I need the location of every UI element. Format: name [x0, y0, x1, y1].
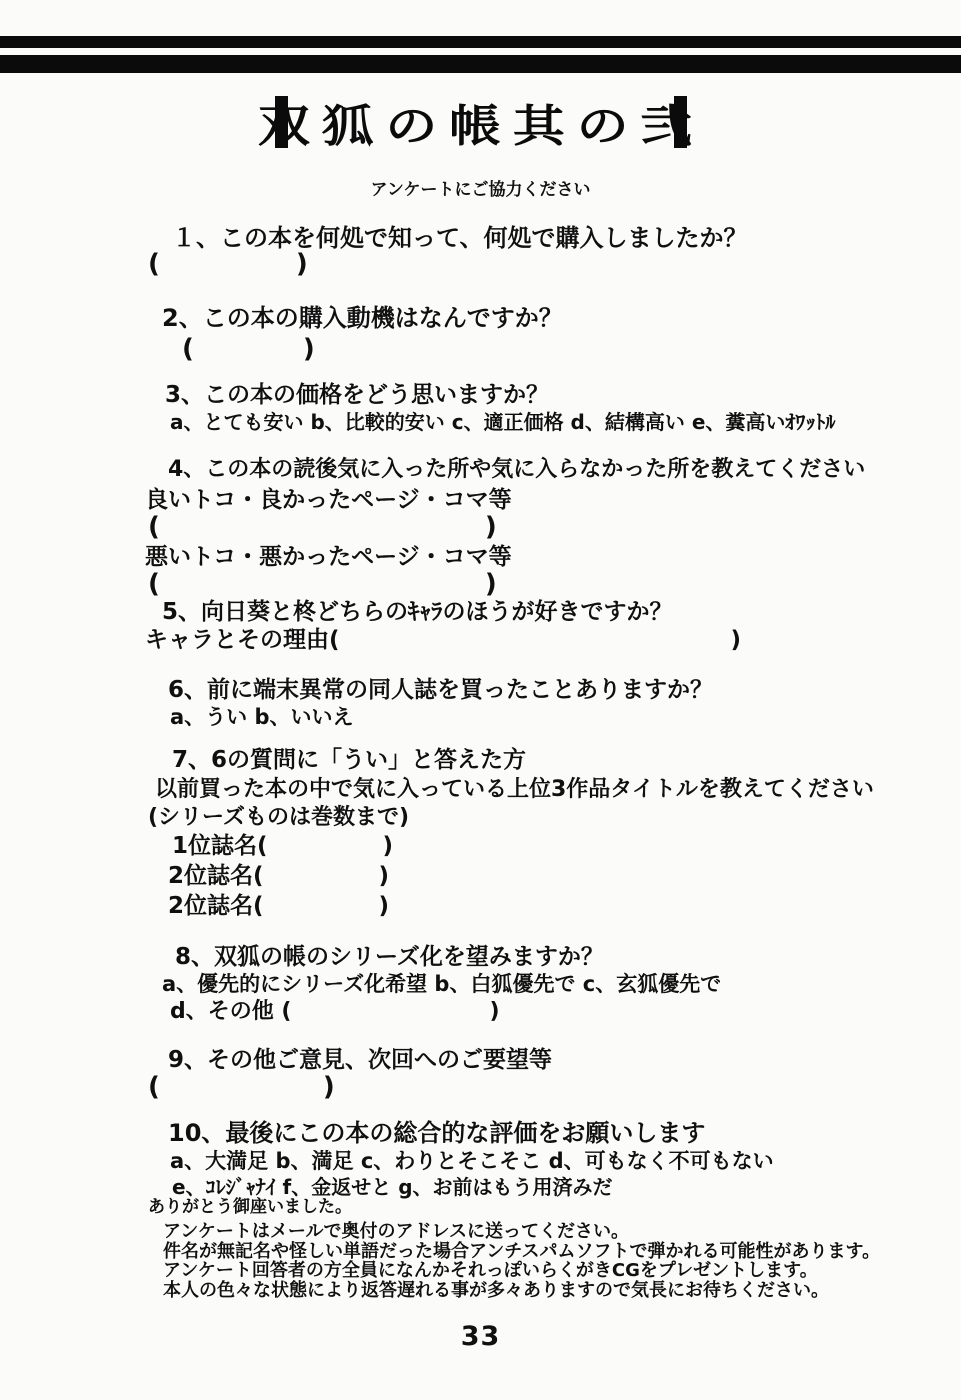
footer-note-2: 件名が無記名や怪しい単語だった場合アンチスパムソフトで弾かれる可能性があります。	[163, 1241, 881, 1262]
question-7-rank2-blank: 2位誌名( )	[168, 863, 390, 889]
question-7-title: 7、6の質問に「うい」と答えた方	[172, 747, 527, 773]
question-8-options: a、優先的にシリーズ化希望 b、白狐優先で c、玄狐優先で	[162, 972, 722, 996]
question-1-title: １、この本を何処で知って、何処で購入しましたか？	[172, 224, 748, 252]
top-divider-bar-thin	[0, 36, 961, 48]
page-title: 双狐の帳其の弐	[257, 101, 704, 152]
top-divider-bar-thick	[0, 55, 961, 73]
question-5-answer-blank: キャラとその理由( )	[145, 627, 742, 653]
question-1-answer-blank: ( )	[148, 249, 309, 279]
question-7-rank1-blank: 1位誌名( )	[172, 833, 394, 859]
question-6-title: 6、前に端末異常の同人誌を買ったことありますか？	[168, 677, 714, 703]
question-10-options-row2: e、ｺﾚｼﾞｬﾅｲ f、金返せと g、お前はもう用済みだ	[172, 1175, 613, 1199]
question-7-rank3-blank: 2位誌名( )	[168, 893, 390, 919]
survey-subtitle: アンケートにご協力ください	[370, 180, 591, 200]
question-4-bad-label: 悪いトコ・悪かったページ・コマ等	[145, 544, 512, 570]
question-9-answer-blank: ( )	[148, 1072, 336, 1102]
question-6-options: a、うい b、いいえ	[170, 705, 354, 729]
page-number: 33	[460, 1321, 501, 1352]
question-7-note: (シリーズものは巻数まで)	[148, 805, 410, 830]
question-4-good-blank: ( )	[148, 512, 498, 542]
question-7-instruction: 以前買った本の中で気に入っている上位3作品タイトルを教えてください	[155, 777, 874, 802]
question-10-title: 10、最後にこの本の総合的な評価をお願いします	[168, 1119, 706, 1147]
question-4-title: 4、この本の読後気に入った所や気に入らなかった所を教えてください	[168, 457, 866, 482]
question-3-title: 3、この本の価格をどう思いますか？	[165, 382, 550, 408]
question-8-other-blank: d、その他 ( )	[170, 999, 500, 1024]
question-2-title: 2、この本の購入動機はなんですか？	[162, 304, 563, 332]
thanks-note: ありがとう御座いました。	[148, 1197, 352, 1217]
question-3-options: a、とても安い b、比較的安い c、適正価格 d、結構高い e、糞高いｵﾜｯﾄﾙ	[170, 410, 836, 434]
question-8-title: 8、双狐の帳のシリーズ化を望みますか？	[175, 944, 604, 970]
question-4-bad-blank: ( )	[148, 569, 498, 599]
page-title-row	[0, 90, 961, 154]
question-10-options-row1: a、大満足 b、満足 c、わりとそこそこ d、可もなく不可もない	[170, 1149, 774, 1173]
footer-note-4: 本人の色々な状態により返答遅れる事が多々ありますので気長にお待ちください。	[163, 1280, 829, 1301]
footer-note-1: アンケートはメールで奥付のアドレスに送ってください。	[163, 1221, 630, 1242]
question-2-answer-blank: ( )	[182, 334, 316, 364]
footer-note-3: アンケート回答者の方全員になんかそれっぽいらくがきCGをプレゼントします。	[163, 1260, 818, 1281]
question-4-good-label: 良いトコ・良かったページ・コマ等	[145, 487, 512, 513]
question-9-title: 9、その他ご意見、次回へのご要望等	[168, 1047, 553, 1073]
question-5-title: 5、向日葵と柊どちらのｷｬﾗのほうが好きですか？	[162, 599, 673, 625]
